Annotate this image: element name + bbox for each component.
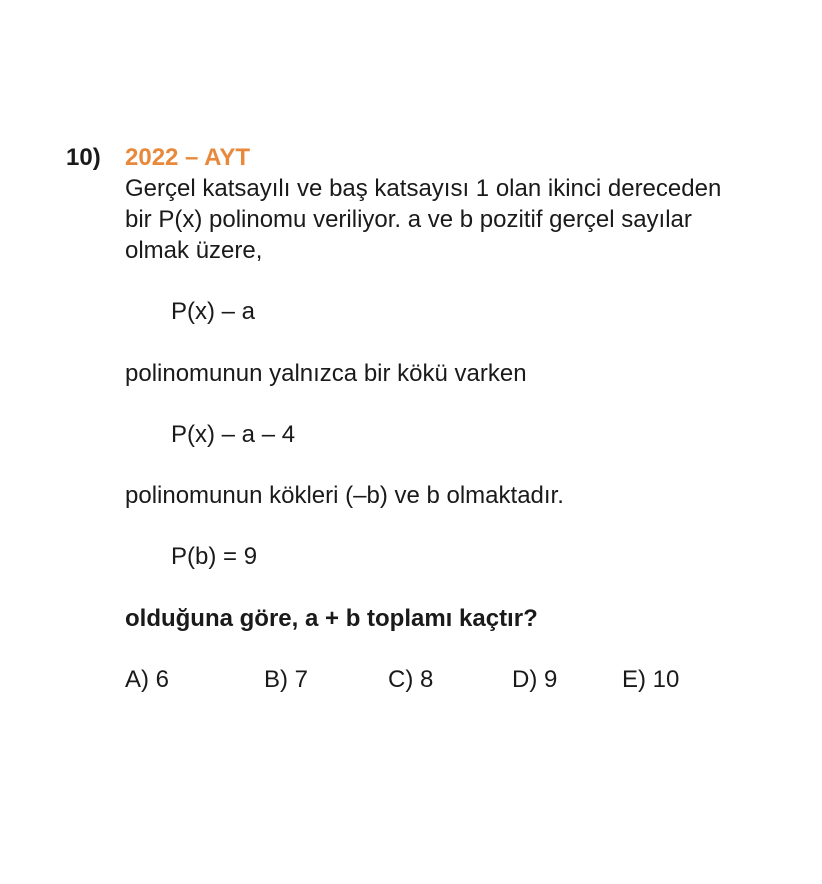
choice-e[interactable]: E) 10 (622, 666, 680, 693)
stem-line: Gerçel katsayılı ve baş katsayısı 1 olan ikinci dereceden (125, 175, 722, 202)
expression-third: P(b) = 9 (171, 543, 258, 570)
choice-d[interactable]: D) 9 (512, 666, 558, 693)
choice-a[interactable]: A) 6 (125, 666, 170, 693)
question-stem (125, 173, 805, 266)
question-number: 10) (66, 144, 101, 171)
stem-line: bir P(x) polinomu veriliyor. a ve b pozitif gerçel sayılar (125, 206, 692, 233)
condition-text-first: polinomunun yalnızca bir kökü varken (125, 360, 527, 387)
expression-first: P(x) – a (171, 298, 256, 325)
choice-b[interactable]: B) 7 (264, 666, 309, 693)
stem-line: olmak üzere, (125, 237, 263, 264)
choice-c[interactable]: C) 8 (388, 666, 434, 693)
condition-text-second: polinomunun kökleri (–b) ve b olmaktadır. (125, 482, 564, 509)
expression-second: P(x) – a – 4 (171, 421, 296, 448)
question-source: 2022 – AYT (125, 144, 250, 171)
question-prompt: olduğuna göre, a + b toplamı kaçtır? (125, 605, 538, 632)
